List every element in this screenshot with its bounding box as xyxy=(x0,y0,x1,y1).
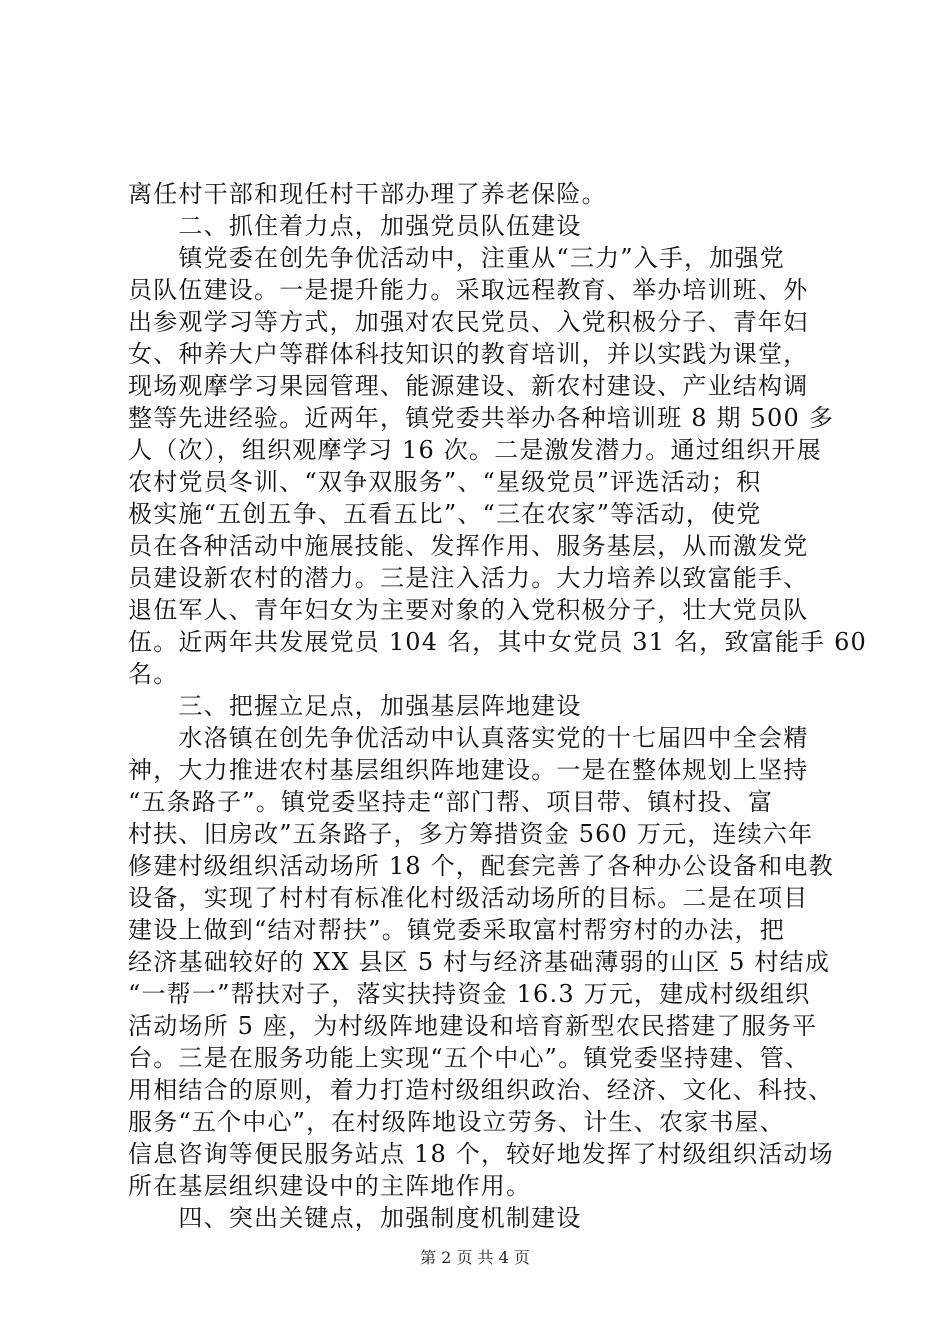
text-line: 信息咨询等便民服务站点 18 个，较好地发挥了村级组织活动场 xyxy=(128,1140,834,1168)
section-heading: 二、抓住着力点，加强党员队伍建设 xyxy=(128,212,582,240)
text-line: 员队伍建设。一是提升能力。采取远程教育、举办培训班、外 xyxy=(128,276,809,304)
text-line: 名。 xyxy=(128,660,179,688)
section-heading: 四、突出关键点，加强制度机制建设 xyxy=(128,1204,582,1232)
section-heading: 三、把握立足点，加强基层阵地建设 xyxy=(128,692,582,720)
text-line: 建设上做到“结对帮扶”。镇党委采取富村帮穷村的办法，把 xyxy=(128,916,785,944)
text-line: 人（次），组织观摩学习 16 次。二是激发潜力。通过组织开展 xyxy=(128,436,822,464)
text-line: 水洛镇在创先争优活动中认真落实党的十七届四中全会精 xyxy=(128,724,809,752)
text-line: 设备，实现了村村有标准化村级活动场所的目标。二是在项目 xyxy=(128,884,809,912)
text-line: 活动场所 5 座，为村级阵地建设和培育新型农民搭建了服务平 xyxy=(128,1012,818,1040)
text-line: 修建村级组织活动场所 18 个，配套完善了各种办公设备和电教 xyxy=(128,852,834,880)
text-line: 离任村干部和现任村干部办理了养老保险。 xyxy=(128,180,607,208)
text-line: 员建设新农村的潜力。三是注入活力。大力培养以致富能手、 xyxy=(128,564,809,592)
text-line: 退伍军人、青年妇女为主要对象的入党积极分子，壮大党员队 xyxy=(128,596,809,624)
text-line: “一帮一”帮扶对子，落实扶持资金 16.3 万元，建成村级组织 xyxy=(128,980,811,1008)
text-line: 极实施“五创五争、五看五比”、“三在农家”等活动，使党 xyxy=(128,500,762,528)
text-line: 女、种养大户等群体科技知识的教育培训，并以实践为课堂， xyxy=(128,340,809,368)
text-line: 神，大力推进农村基层组织阵地建设。一是在整体规划上坚持 xyxy=(128,756,809,784)
page-number-footer: 第 2 页 共 4 页 xyxy=(420,1248,530,1267)
text-line: 伍。近两年共发展党员 104 名，其中女党员 31 名，致富能手 60 xyxy=(128,628,868,656)
text-line: 员在各种活动中施展技能、发挥作用、服务基层，从而激发党 xyxy=(128,532,809,560)
text-line: 镇党委在创先争优活动中，注重从“三力”入手，加强党 xyxy=(128,244,785,272)
text-line: 村扶、旧房改”五条路子，多方筹措资金 560 万元，连续六年 xyxy=(128,820,814,848)
text-line: 现场观摩学习果园管理、能源建设、新农村建设、产业结构调 xyxy=(128,372,809,400)
text-line: “五条路子”。镇党委坚持走“部门帮、项目带、镇村投、富 xyxy=(128,788,774,816)
text-line: 台。三是在服务功能上实现“五个中心”。镇党委坚持建、管、 xyxy=(128,1044,811,1072)
text-line: 出参观学习等方式，加强对农民党员、入党积极分子、青年妇 xyxy=(128,308,809,336)
text-line: 整等先进经验。近两年，镇党委共举办各种培训班 8 期 500 多 xyxy=(128,404,834,432)
text-line: 农村党员冬训、“双争双服务”、“星级党员”评选活动；积 xyxy=(128,468,762,496)
text-line: 所在基层组织建设中的主阵地作用。 xyxy=(128,1172,532,1200)
text-line: 服务“五个中心”，在村级阵地设立劳务、计生、农家书屋、 xyxy=(128,1108,785,1136)
text-line: 经济基础较好的 XX 县区 5 村与经济基础薄弱的山区 5 村结成 xyxy=(128,948,831,976)
text-line: 用相结合的原则，着力打造村级组织政治、经济、文化、科技、 xyxy=(128,1076,834,1104)
